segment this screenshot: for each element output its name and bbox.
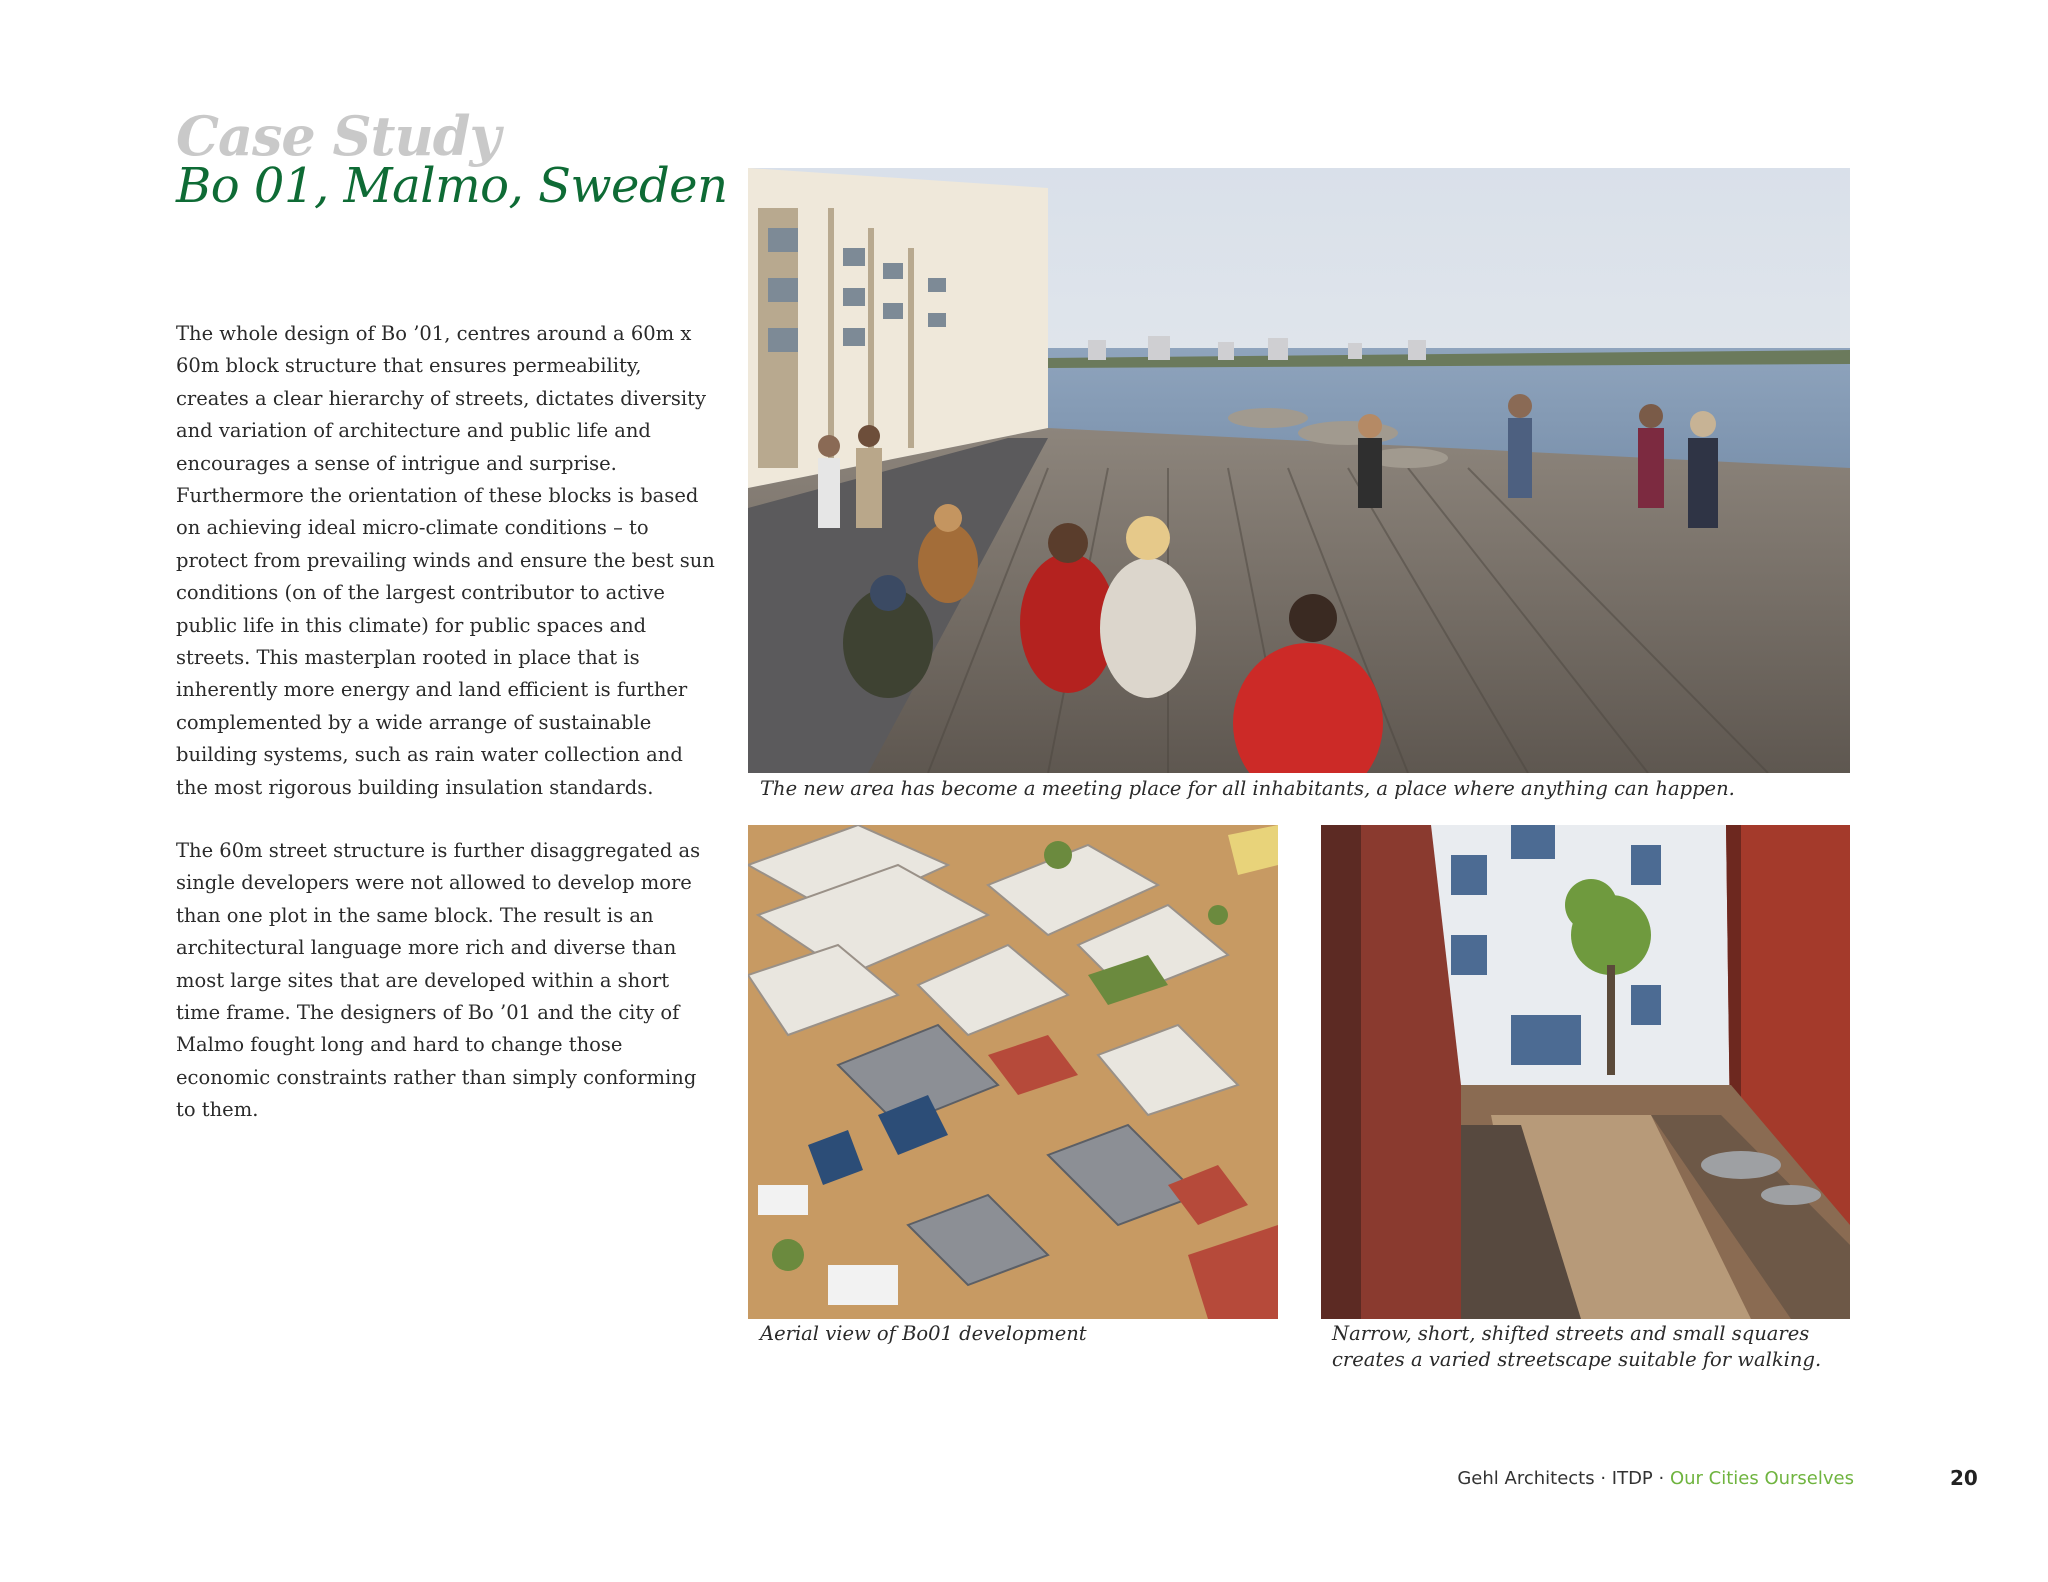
waterfront-caption: The new area has become a meeting place for all inhabitants, a place where anything can happen. <box>760 777 1735 800</box>
footer-credit-text: Gehl Architects · ITDP · <box>1457 1468 1670 1489</box>
waterfront-photo <box>748 168 1850 773</box>
page-number: 20 <box>1950 1466 1978 1490</box>
footer-brand: Our Cities Ourselves <box>1669 1468 1854 1489</box>
page-title: Bo 01, Malmo, Sweden <box>176 158 728 214</box>
footer-credit <box>1457 1468 1854 1489</box>
street-caption: Narrow, short, shifted streets and small squares creates a varied streetscape suitable for walking. <box>1332 1322 1822 1371</box>
aerial-caption: Aerial view of Bo01 development <box>760 1322 1087 1345</box>
case-study-kicker: Case Study <box>176 104 500 168</box>
body-paragraph-1: The whole design of Bo ’01, centres around a 60m x 60m block structure that ensures permeability, creates a clear hierarchy of streets, dictates diversity and variation of architecture and public life and encourages a sense of intrigue and surprise. Furthermore the orientation of these blocks is based on achieving ideal micro-climate conditions – to protect from prevailing winds and ensure the best sun conditions (on of the largest contributor to active public life in this climate) for public spaces and streets. This masterplan rooted in place that is inherently more energy and land efficient is further complemented by a wide arrange of sustainable building systems, such as rain water collection and the most rigorous building insulation standards. <box>176 322 715 799</box>
street-photo <box>1321 825 1850 1319</box>
aerial-photo <box>748 825 1278 1319</box>
body-paragraph-2: The 60m street structure is further disaggregated as single developers were not allowed to develop more than one plot in the same block. The result is an architectural language more rich and diverse than most large sites that are developed within a short time frame. The designers of Bo ’01 and the city of Malmo fought long and hard to change those economic constraints rather than simply conforming to them. <box>176 839 701 1122</box>
